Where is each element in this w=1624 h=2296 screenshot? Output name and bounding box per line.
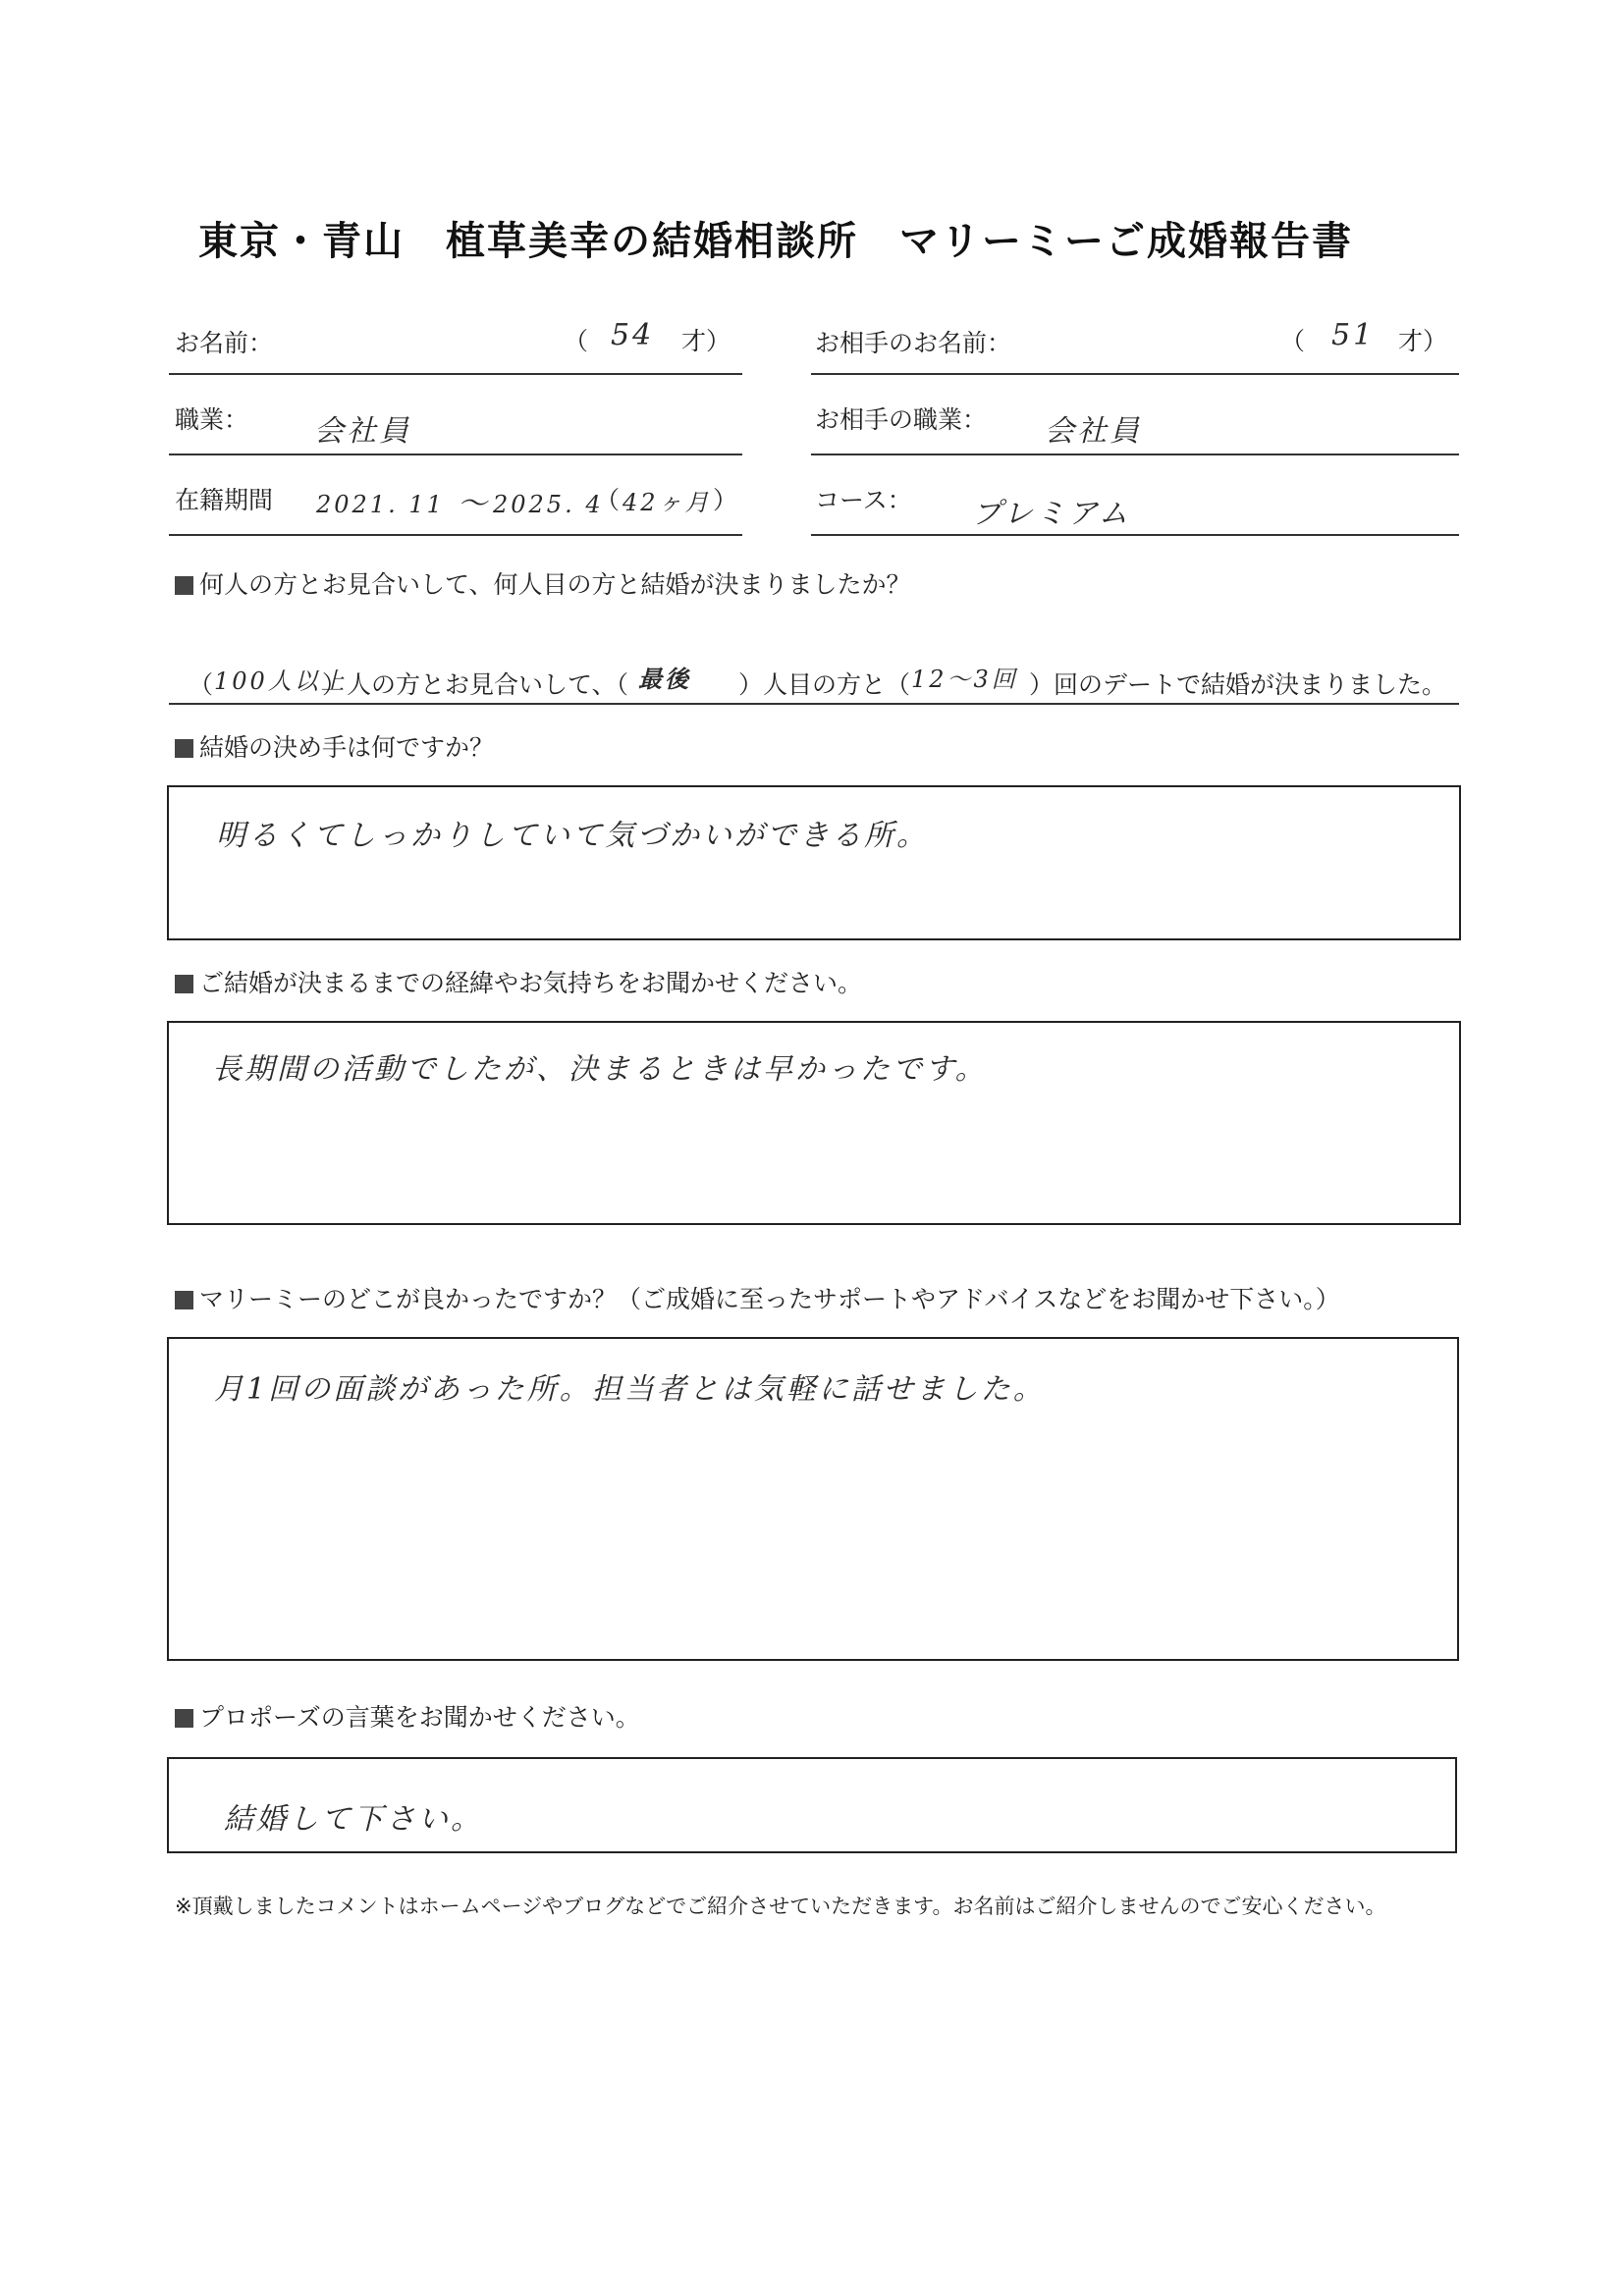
question-5: プロポーズの言葉をお聞かせください。 [175,1698,640,1734]
partner-age-value: 51 [1331,318,1376,352]
period-start: 2021. 11 [316,491,445,518]
period-months-close: ） [713,486,738,514]
course-value: プレミアム [972,497,1131,531]
period-end: 2025. 4 [493,491,604,518]
bullet-square-icon [175,739,193,758]
answer-2: 明るくてしっかりしていて気づかいができる所。 [216,819,929,853]
bullet-square-icon [175,576,193,595]
bullet-square-icon [175,975,193,993]
partner-occupation-underline [811,454,1459,455]
page-title: 東京・青山 植草美幸の結婚相談所 マリーミーご成婚報告書 [198,219,1353,264]
question-2: 結婚の決め手は何ですか？ [175,728,494,764]
period-tilde: 〜 [458,487,490,521]
partner-name-label: お相手のお名前： [815,329,1012,357]
answer-5: 結婚して下さい。 [224,1802,483,1837]
q1-underline [169,703,1459,705]
occupation-underline [169,454,742,455]
bullet-square-icon [175,1291,193,1309]
occupation-value: 会社員 [314,414,411,449]
q1-text-c: ）回のデートで結婚が決まりました。 [1029,670,1447,699]
partner-name-underline [811,373,1459,375]
answer-4: 月1回の面談があった所。担当者とは気軽に話せました。 [214,1372,1046,1407]
footer-note: ※頂戴しましたコメントはホームページやブログなどでご紹介させていただきます。お名前はご紹介しませんのでご安心ください。 [175,1895,1386,1918]
course-label: コース： [815,486,912,514]
period-underline [169,534,742,536]
answer-box-5 [167,1757,1457,1853]
answer-box-4 [167,1337,1459,1661]
answer-box-3 [167,1021,1461,1225]
question-4: マリーミーのどこが良かったですか？（ご成婚に至ったサポートやアドバイスなどをお聞かせ下さい。） [175,1280,1340,1315]
partner-age-close: 才） [1398,327,1448,355]
occupation-label: 職業： [175,405,249,434]
answer-3: 長期間の活動でしたが、決まるときは早かったです。 [212,1052,988,1087]
name-underline [169,373,742,375]
period-months: 42ヶ月 [623,489,712,516]
name-label: お名前： [175,329,274,357]
q1-paren-open: （ [189,670,214,699]
question-3: ご結婚が決まるまでの経緯やお気持ちをお聞かせください。 [175,964,862,999]
q1-text-a: ）人の方とお見合いして、（ [322,670,629,699]
q1-which-person: 最後 [638,665,691,693]
course-underline [811,534,1459,536]
period-months-open: （ [595,486,621,514]
age-close: 才） [681,327,731,355]
age-value: 54 [611,318,655,352]
partner-occupation-label: お相手の職業： [815,405,988,434]
partner-age-open: （ [1280,327,1306,355]
period-label: 在籍期間 [175,486,274,514]
q1-count-met: 100人以上 [214,667,348,695]
question-1: 何人の方とお見合いして、何人目の方と結婚が決まりましたか？ [175,565,911,601]
q1-dates: 12〜3回 [911,666,1018,693]
answer-box-2 [167,785,1461,940]
bullet-square-icon [175,1709,193,1728]
age-open: （ [564,327,589,355]
q1-text-b: ）人目の方と（ [738,670,911,699]
partner-occupation-value: 会社員 [1045,414,1142,449]
